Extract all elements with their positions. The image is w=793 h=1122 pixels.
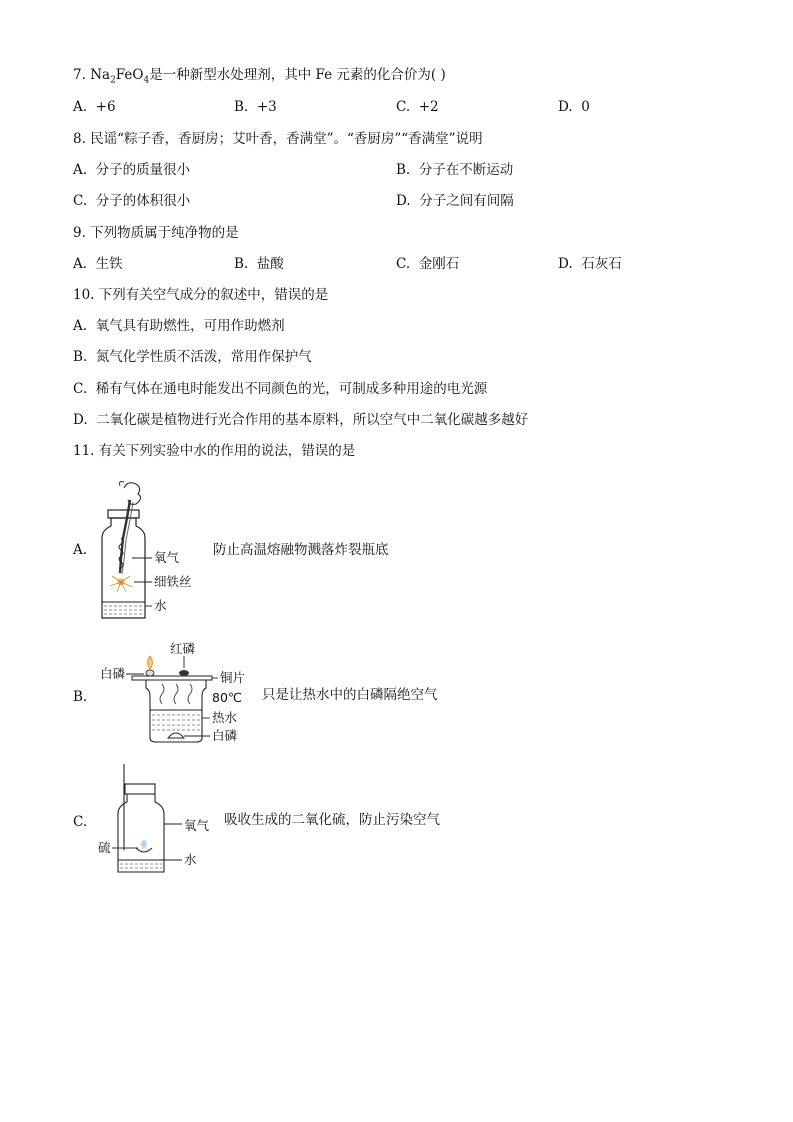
question-number: 7. [73,67,86,83]
formula: $Na_2FeO_4$ [90,67,150,86]
question-11-stem: 11. 有关下列实验中水的作用的说法，错误的是 [73,443,356,459]
option-d: D. 分子之间有间隔 [396,193,514,209]
label-water: 水 [184,852,197,867]
option-b: B. +3 [234,99,277,115]
option-d: D. 石灰石 [558,256,622,272]
option-c: C. 金刚石 [396,256,460,272]
iron-wire-combustion-diagram [90,478,210,628]
option-d: D. 0 [558,99,590,115]
question-10-stem: 10. 下列有关空气成分的叙述中，错误的是 [73,287,329,303]
label-water: 水 [154,598,167,613]
option-c-text: 吸收生成的二氧化硫，防止污染空气 [224,812,440,828]
label-oxygen: 氧气 [154,550,180,565]
option-a-letter: A. [73,542,88,558]
label-red-phosphorus: 红磷 [170,641,196,656]
question-text: 是一种新型水处理剂，其中 Fe 元素的化合价为( ) [149,67,446,83]
label-copper-plate: 铜片 [220,670,246,685]
label-iron-wire: 细铁丝 [154,574,192,589]
option-c: C. 稀有气体在通电时能发出不同颜色的光，可制成多种用途的电光源 [73,381,488,397]
option-b: B. 盐酸 [234,256,284,272]
option-c-letter: C. [73,814,88,830]
option-a: A. +6 [73,99,116,115]
option-c: C. +2 [396,99,439,115]
option-a: A. 分子的质量很小 [73,162,191,178]
label-hot-water: 热水 [212,710,238,725]
sulfur-combustion-diagram [94,760,224,880]
option-a-text: 防止高温熔融物溅落炸裂瓶底 [213,542,389,558]
option-d: D. 二氧化碳是植物进行光合作用的基本原料，所以空气中二氧化碳越多越好 [73,412,529,428]
question-8-stem: 8. 民谣“粽子香，香厨房；艾叶香，香满堂”。“香厨房”“香满堂”说明 [73,131,483,147]
question-7-stem [73,66,446,90]
phosphorus-combustion-diagram [96,638,266,748]
option-b-letter: B. [73,689,88,705]
question-9-stem: 9. 下列物质属于纯净物的是 [73,225,239,241]
option-a: A. 氧气具有助燃性，可用作助燃剂 [73,318,285,334]
option-c: C. 分子的体积很小 [73,193,191,209]
label-temperature: 80℃ [212,690,242,705]
option-b-text: 只是让热水中的白磷隔绝空气 [262,687,438,703]
label-white-phosphorus-top: 白磷 [100,666,126,681]
label-sulfur: 硫 [98,840,111,855]
option-b: B. 分子在不断运动 [396,162,514,178]
label-oxygen: 氧气 [184,818,210,833]
label-white-phosphorus-bottom: 白磷 [212,728,238,743]
option-a: A. 生铁 [73,256,123,272]
option-b: B. 氮气化学性质不活泼，常用作保护气 [73,349,312,365]
